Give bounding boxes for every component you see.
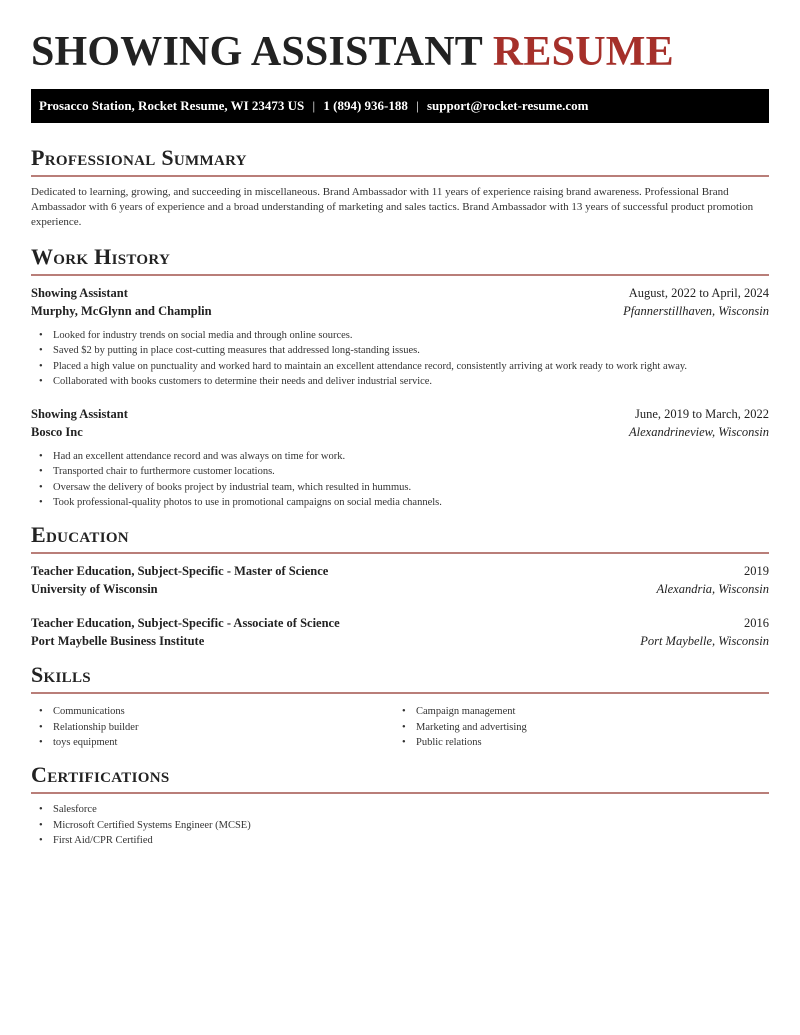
list-item: • Looked for industry trends on social media and through online sources. [39,328,769,343]
job-dates: August, 2022 to April, 2024 [628,286,769,300]
job-entry [31,405,769,510]
contact-separator: | [312,98,316,113]
list-item: • Placed a high value on punctuality and worked hard to maintain an excellent attendance record, consistently arriving at work ready to work right away. [39,359,769,374]
job-bullets [31,449,769,510]
section-heading: Education [31,522,129,548]
contact-address: Prosacco Station, Rocket Resume, WI 23473 US [39,98,305,113]
section-divider [31,552,769,554]
resume-title [31,28,769,76]
contact-bar [31,89,769,123]
job-company: Bosco Inc [31,425,83,440]
contact-phone: 1 (894) 936-188 [323,98,408,113]
section-divider [31,175,769,177]
job-bullets [31,328,769,389]
education-entry [31,614,769,650]
section-heading: Professional Summary [31,145,247,170]
list-item: • Had an excellent attendance record and was always on time for work. [39,449,769,464]
section-summary [31,145,769,230]
certifications-list [31,802,769,848]
certification-item: • Salesforce [39,802,769,817]
education-year: 2019 [744,564,769,579]
section-work-history [31,244,769,510]
section-divider [31,274,769,276]
contact-email: support@rocket-resume.com [427,98,589,113]
list-item: • Oversaw the delivery of books project by industrial team, which resulted in hummus. [39,480,769,495]
education-location: Port Maybelle, Wisconsin [640,634,769,649]
contact-separator: | [416,98,419,113]
list-item: • Took professional-quality photos to use in promotional campaigns on social media channels. [39,495,769,510]
skills-list-right [394,704,757,750]
job-location: Pfannerstillhaven, Wisconsin [623,304,769,318]
title-main: SHOWING ASSISTANT [31,29,483,75]
section-heading: Certifications [31,762,170,788]
section-divider [31,692,769,694]
section-skills [31,662,769,750]
education-entry [31,562,769,598]
skill-item: • Marketing and advertising [402,720,757,735]
job-entry [31,284,769,389]
skill-item: • Communications [39,704,394,719]
skill-item: • Public relations [402,735,757,750]
summary-text: Dedicated to learning, growing, and succeeding in miscellaneous. Brand Ambassador with 11 years of experience raising brand awareness. Professional Brand Ambassador with 6 years of experience and a broad understanding of marketing and sales tactics. Brand Ambassador with 13 years of successful product promotion experience. [31,186,754,228]
education-school: Port Maybelle Business Institute [31,634,205,649]
education-degree: Teacher Education, Subject-Specific - Master of Science [31,564,329,579]
list-item: • Transported chair to furthermore customer locations. [39,464,769,479]
education-location: Alexandria, Wisconsin [656,582,769,597]
section-education [31,522,769,650]
skill-item: • Relationship builder [39,720,394,735]
certification-item: • Microsoft Certified Systems Engineer (MCSE) [39,818,769,833]
section-divider [31,792,769,794]
skill-item: • toys equipment [39,735,394,750]
title-accent: RESUME [492,29,674,75]
job-dates: June, 2019 to March, 2022 [634,407,769,422]
section-certifications [31,762,769,848]
job-location: Alexandrineview, Wisconsin [628,425,769,440]
job-title: Showing Assistant [31,407,128,422]
section-heading: Work History [31,244,171,269]
list-item: • Collaborated with books customers to determine their needs and deliver industrial service. [39,374,769,389]
education-year: 2016 [744,616,769,631]
job-company: Murphy, McGlynn and Champlin [31,304,212,318]
certification-item: • First Aid/CPR Certified [39,833,769,848]
section-heading: Skills [31,662,91,688]
skill-item: • Campaign management [402,704,757,719]
skills-columns [31,702,769,750]
education-degree: Teacher Education, Subject-Specific - Associate of Science [31,616,340,631]
education-school: University of Wisconsin [31,582,158,597]
job-title: Showing Assistant [31,286,128,300]
list-item: • Saved $2 by putting in place cost-cutting measures that addressed long-standing issues. [39,343,769,358]
skills-list-left [31,704,394,750]
